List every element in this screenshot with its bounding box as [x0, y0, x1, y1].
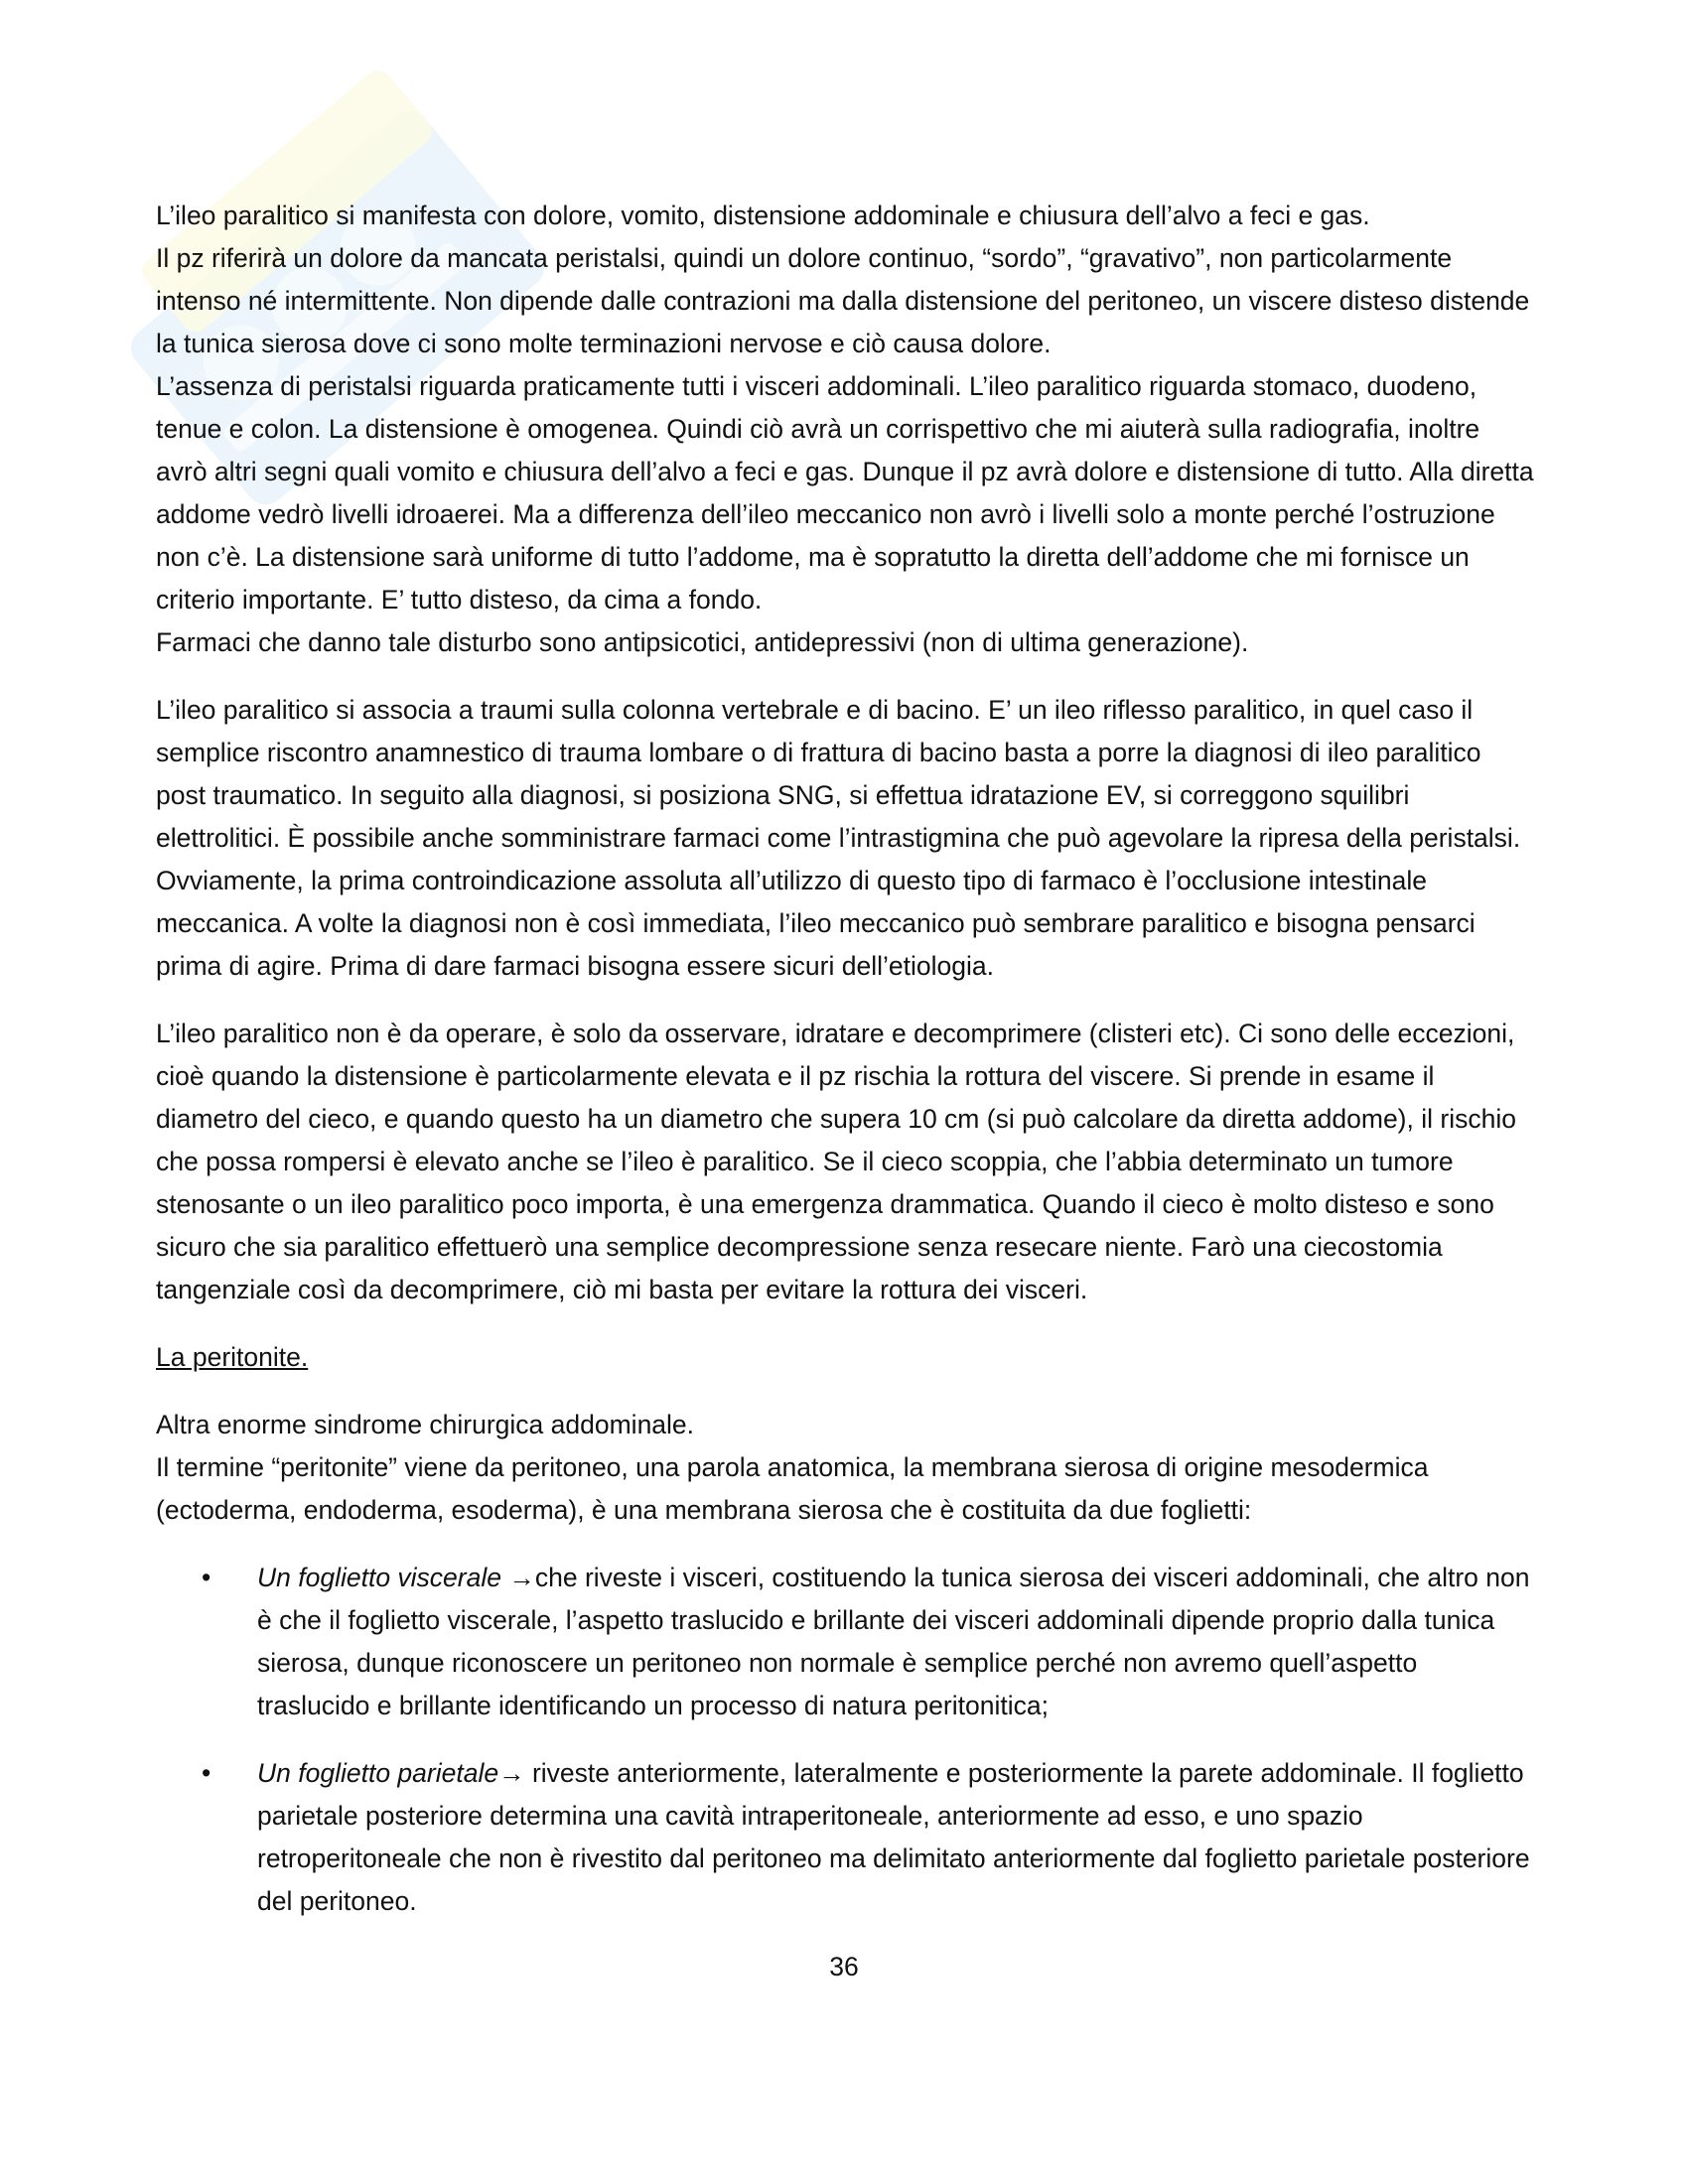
arrow-right-icon: → — [508, 1563, 535, 1592]
list-item-text: che riveste i visceri, costituendo la tunica sierosa dei visceri addominali, che altro non è che il foglietto viscerale, l’aspetto traslucido e brillante dei visceri addominali dipende proprio dalla tunica sierosa, dunque riconoscere un peritoneo non normale è semplice perché non avremo quell’aspetto traslucido e brillante identificando un processo di natura peritonitica; — [257, 1563, 1530, 1720]
list-item-term: Un foglietto viscerale — [257, 1563, 501, 1592]
foglietti-list — [156, 1557, 1536, 1923]
text-line: L’assenza di peristalsi riguarda praticamente tutti i visceri addominali. L’ileo paralitico riguarda stomaco, duodeno, tenue e colon. La distensione è omogenea. Quindi ciò avrà un corrispettivo che mi aiuterà sulla radiografia, inoltre avrò altri segni quali vomito e chiusura dell’alvo a feci e gas. Dunque il pz avrà dolore e distensione di tutto. Alla diretta addome vedrò livelli idroaerei. Ma a differenza dell’ileo meccanico non avrò i livelli solo a monte perché l’ostruzione non c’è. La distensione sarà uniforme di tutto l’addome, ma è sopratutto la diretta dell’addome che mi fornisce un criterio importante. E’ tutto disteso, da cima a fondo. — [156, 371, 1534, 614]
document-body — [156, 195, 1536, 1948]
list-item — [156, 1752, 1536, 1923]
text-line: Il pz riferirà un dolore da mancata peristalsi, quindi un dolore continuo, “sordo”, “gravativo”, non particolarmente intenso né intermittente. Non dipende dalle contrazioni ma dalla distensione del peritoneo, un viscere disteso distende la tunica sierosa dove ci sono molte terminazioni nervose e ciò causa dolore. — [156, 243, 1530, 358]
text-line: Il termine “peritonite” viene da peritoneo, una parola anatomica, la membrana sierosa di origine mesodermica (ectoderma, endoderma, esoderma), è una membrana sierosa che è costituita da due foglietti: — [156, 1452, 1429, 1525]
paragraph-peritonite-intro — [156, 1404, 1536, 1532]
section-heading-peritonite: La peritonite. — [156, 1342, 309, 1372]
text-line: L’ileo paralitico si manifesta con dolore, vomito, distensione addominale e chiusura dell’alvo a feci e gas. — [156, 201, 1370, 230]
bullet-icon: • — [202, 1758, 211, 1788]
text-line: Farmaci che danno tale disturbo sono antipsicotici, antidepressivi (non di ultima generazione). — [156, 627, 1249, 657]
paragraph-ileo-symptoms — [156, 195, 1536, 664]
list-item-term: Un foglietto parietale — [257, 1758, 499, 1788]
arrow-right-icon: → — [498, 1758, 525, 1788]
paragraph-treatment: L’ileo paralitico non è da operare, è solo da osservare, idratare e decomprimere (clisteri etc). Ci sono delle eccezioni, cioè quando la distensione è particolarmente elevata e il pz rischia la rottura del viscere. Si prende in esame il diametro del cieco, e quando questo ha un diametro che supera 10 cm (si può calcolare da diretta addome), il rischio che possa rompersi è elevato anche se l’ileo è paralitico. Se il cieco scoppia, che l’abbia determinato un tumore stenosante o un ileo paralitico poco importa, è una emergenza drammatica. Quando il cieco è molto disteso e sono sicuro che sia paralitico effettuerò una semplice decompressione senza resecare niente. Farò una ciecostomia tangenziale così da decomprimere, ciò mi basta per evitare la rottura dei visceri. — [156, 1019, 1516, 1304]
list-item — [156, 1557, 1536, 1727]
list-item-text: riveste anteriormente, lateralmente e posteriormente la parete addominale. Il foglietto parietale posteriore determina una cavità intraperitoneale, anteriormente ad esso, e uno spazio retroperitoneale che non è rivestito dal peritoneo ma delimitato anteriormente dal foglietto parietale posteriore del peritoneo. — [257, 1758, 1530, 1916]
page-number: 36 — [829, 1952, 859, 1981]
paragraph-trauma: L’ileo paralitico si associa a traumi sulla colonna vertebrale e di bacino. E’ un ileo riflesso paralitico, in quel caso il semplice riscontro anamnestico di trauma lombare o di frattura di bacino basta a porre la diagnosi di ileo paralitico post traumatico. In seguito alla diagnosi, si posiziona SNG, si effettua idratazione EV, si correggono squilibri elettrolitici. È possibile anche somministrare farmaci come l’intrastigmina che può agevolare la ripresa della peristalsi. Ovviamente, la prima controindicazione assoluta all’utilizzo di questo tipo di farmaco è l’occlusione intestinale meccanica. A volte la diagnosi non è così immediata, l’ileo meccanico può sembrare paralitico e bisogna pensarci prima di agire. Prima di dare farmaci bisogna essere sicuri dell’etiologia. — [156, 695, 1521, 981]
bullet-icon: • — [202, 1563, 211, 1592]
text-line: Altra enorme sindrome chirurgica addominale. — [156, 1410, 695, 1439]
